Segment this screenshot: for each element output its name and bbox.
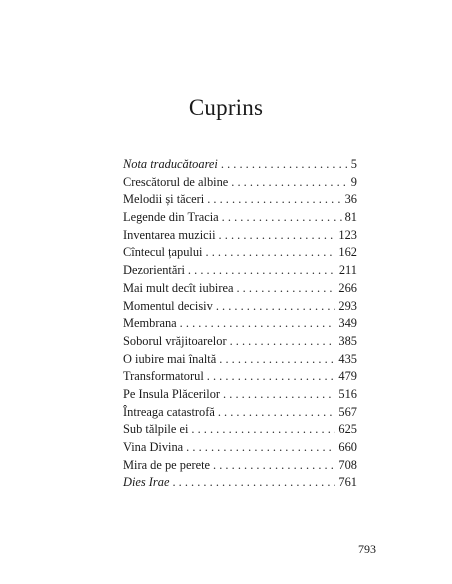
toc-entry-page: 385 — [338, 333, 357, 348]
toc-entry — [123, 421, 357, 439]
toc-entry — [123, 174, 357, 192]
toc-entry-page: 9 — [350, 174, 357, 189]
toc-entry-title: Dies Irae — [123, 475, 170, 490]
toc-entry-title: Transformatorul — [123, 369, 204, 384]
toc-entry — [123, 351, 357, 369]
toc-entry-title: Întreaga catastrofă — [123, 404, 215, 419]
toc-entry — [123, 298, 357, 316]
toc-entry-page: 660 — [338, 440, 357, 454]
toc-entry-title: Sub tălpile ei — [123, 422, 189, 437]
toc-entry-title: Mai mult decît iubirea — [123, 280, 234, 295]
toc-entry — [123, 315, 357, 333]
toc-entry — [123, 386, 357, 404]
toc-entry — [123, 280, 357, 298]
toc-entry-page: 293 — [338, 298, 357, 313]
dot-leader — [222, 209, 342, 227]
dot-leader — [230, 333, 336, 351]
toc-entry-title: Membrana — [123, 316, 177, 331]
dot-leader — [172, 474, 335, 492]
toc-entry-page: 349 — [338, 316, 357, 331]
dot-leader — [180, 315, 336, 333]
toc-entry — [123, 191, 357, 209]
toc-entry — [123, 227, 357, 245]
dot-leader — [221, 156, 348, 174]
page-number: 793 — [358, 542, 376, 556]
toc-entry-title: Dezorientări — [123, 263, 185, 278]
page-title: Cuprins — [188, 95, 264, 120]
toc-entry-page: 81 — [344, 210, 357, 225]
toc-entry-title: Nota traducătoarei — [123, 157, 218, 171]
dot-leader — [218, 404, 336, 422]
toc-entry-page: 123 — [338, 227, 357, 242]
toc-entry — [123, 404, 357, 422]
toc-entry — [123, 474, 357, 492]
dot-leader — [191, 421, 335, 439]
toc-entry-title: O iubire mai înaltă — [123, 351, 217, 366]
toc-entry-title: Legende din Tracia — [123, 210, 219, 225]
table-of-contents — [123, 156, 357, 492]
toc-entry-page: 36 — [344, 192, 357, 207]
toc-entry-title: Inventarea muzicii — [123, 227, 216, 242]
dot-leader — [219, 227, 336, 245]
toc-entry-page: 761 — [338, 475, 357, 490]
dot-leader — [207, 191, 341, 209]
toc-entry — [123, 439, 357, 457]
toc-entry-title: Pe Insula Plăcerilor — [123, 386, 221, 401]
dot-leader — [188, 262, 336, 280]
dot-leader — [207, 368, 336, 386]
toc-entry — [123, 333, 357, 351]
dot-leader — [206, 244, 336, 262]
dot-leader — [223, 386, 335, 404]
toc-entry — [123, 244, 357, 262]
toc-entry — [123, 457, 357, 475]
dot-leader — [216, 298, 336, 316]
toc-entry-page: 162 — [338, 245, 357, 260]
toc-entry — [123, 209, 357, 227]
dot-leader — [186, 439, 335, 457]
toc-entry-page: 479 — [338, 369, 357, 384]
toc-entry-title: Crescătorul de albine — [123, 174, 229, 189]
toc-entry-page: 567 — [338, 404, 357, 419]
toc-entry-page: 516 — [338, 386, 357, 401]
dot-leader — [236, 280, 335, 298]
toc-entry-page: 5 — [350, 157, 357, 171]
dot-leader — [213, 457, 335, 475]
toc-entry-title: Mira de pe perete — [123, 457, 211, 472]
toc-entry-page: 708 — [338, 457, 357, 472]
toc-entry-title: Cîntecul țapului — [123, 245, 203, 260]
toc-entry-page: 625 — [338, 422, 357, 437]
toc-entry-page: 211 — [338, 263, 357, 278]
dot-leader — [219, 351, 335, 369]
toc-entry-page: 435 — [338, 351, 357, 366]
dot-leader — [231, 174, 348, 192]
toc-entry-title: Melodii și tăceri — [123, 192, 205, 207]
toc-entry-page: 266 — [338, 280, 357, 295]
toc-entry-title: Momentul decisiv — [123, 298, 213, 313]
toc-entry — [123, 368, 357, 386]
toc-entry-title: Vina Divina — [123, 440, 184, 454]
toc-entry — [123, 262, 357, 280]
toc-entry-title: Soborul vrăjitoarelor — [123, 333, 227, 348]
toc-entry — [123, 156, 357, 174]
